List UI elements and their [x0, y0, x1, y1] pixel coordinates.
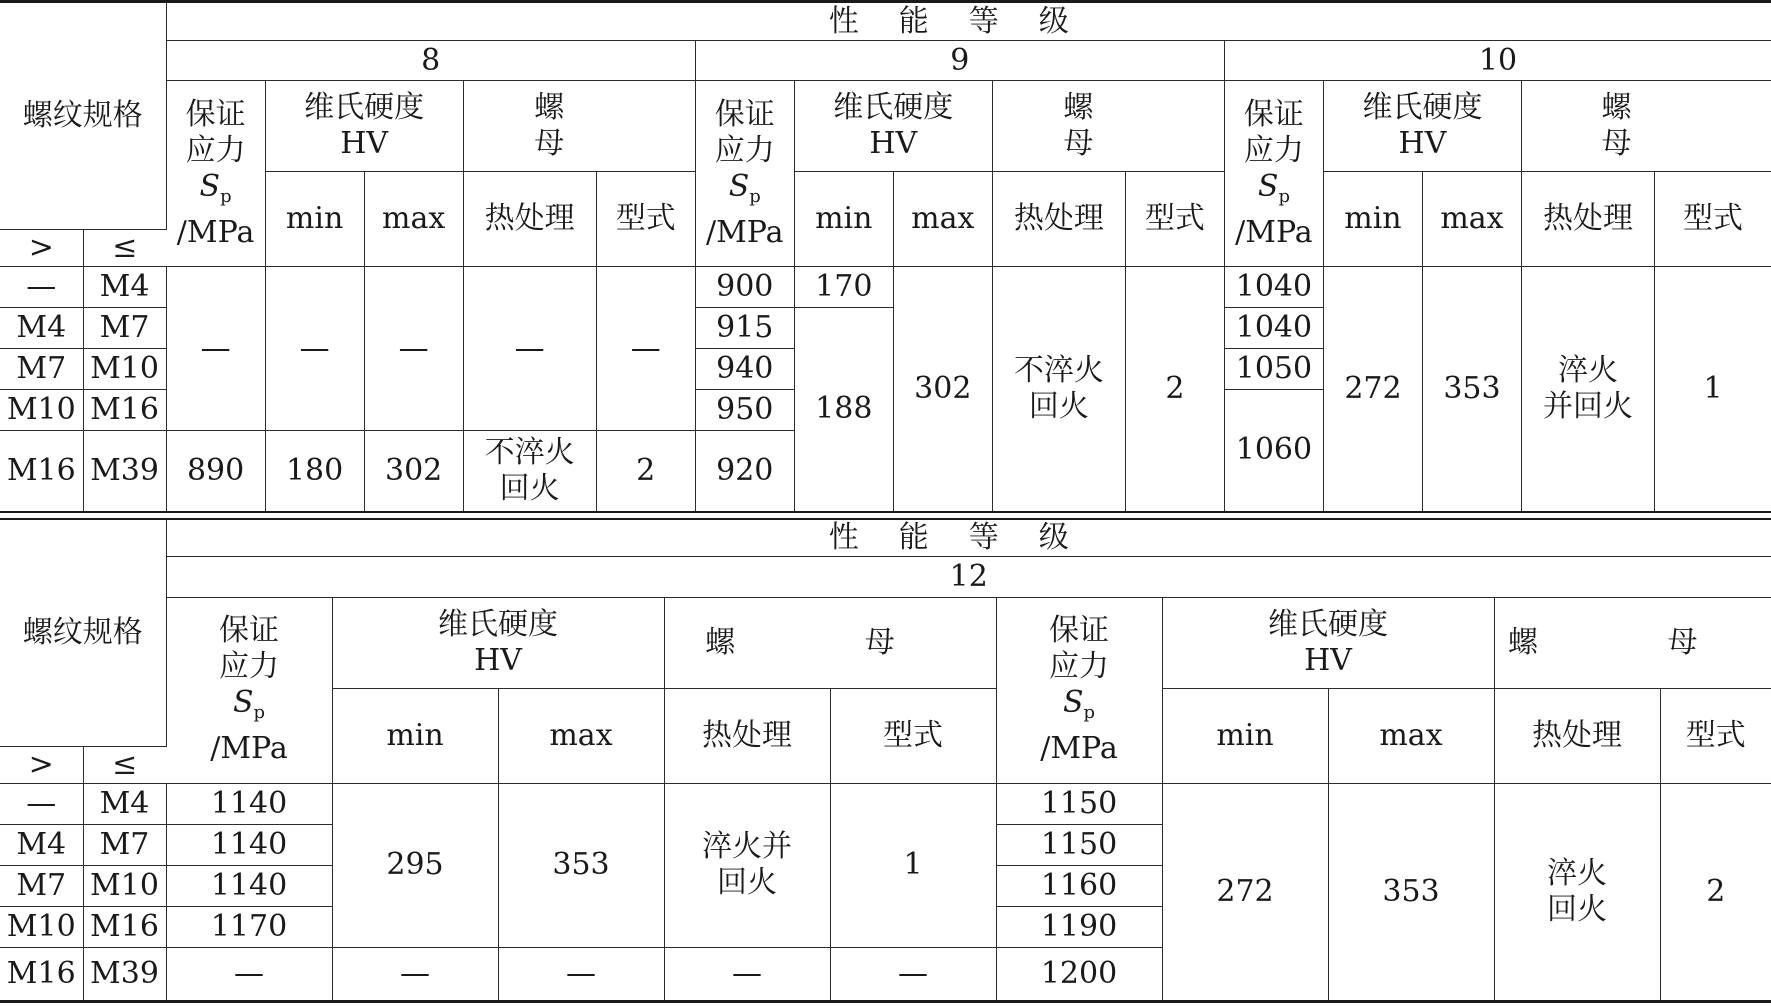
- g9-heat-cell: 不淬火 回火: [992, 267, 1125, 512]
- sp-subscript: p: [1083, 702, 1096, 723]
- a-style-cell: 1: [830, 783, 996, 947]
- g9-sp-cell: 915: [695, 308, 794, 349]
- spec-gt-cell: M4: [0, 824, 83, 865]
- sp-unit: /MPa: [1235, 214, 1313, 250]
- a-heat-cell: 淬火并 回火: [664, 783, 830, 947]
- g9-sp-cell: 940: [695, 349, 794, 390]
- spec-le-cell: M10: [83, 349, 166, 390]
- spec-gt-cell: —: [0, 783, 83, 824]
- spec-le-cell: M39: [83, 431, 166, 512]
- heat-treatment-header: 热处理: [1494, 688, 1660, 783]
- grade-12-header: 12: [166, 556, 1771, 597]
- b-sp-cell: 1160: [996, 865, 1162, 906]
- b-sp-cell: 1150: [996, 783, 1162, 824]
- hv-min-header: min: [1162, 688, 1328, 783]
- a-style-cell: —: [830, 947, 996, 1001]
- nut-header: 螺 母: [463, 81, 695, 172]
- spec-gt-cell: M10: [0, 390, 83, 431]
- table-row: [0, 783, 1771, 824]
- grade-8-header: 8: [166, 41, 695, 81]
- nut-style-header: 型式: [830, 688, 996, 783]
- g8-heat-cell: 不淬火 回火: [463, 431, 596, 512]
- g8-min-cell: 180: [265, 431, 364, 512]
- a-sp-cell: 1140: [166, 824, 332, 865]
- sp-subscript: p: [749, 185, 761, 207]
- spec-le-cell: M16: [83, 390, 166, 431]
- grade-10-header: 10: [1224, 41, 1771, 81]
- less-equal-header: ≤: [83, 746, 166, 783]
- nut-style-header: 型式: [1655, 172, 1771, 267]
- spec-le-cell: M4: [83, 783, 166, 824]
- spec-gt-cell: M7: [0, 349, 83, 390]
- g9-max-cell: 302: [893, 267, 992, 512]
- a-min-cell: —: [332, 947, 498, 1001]
- g10-sp-cell: 1040: [1224, 308, 1323, 349]
- g10-min-cell: 272: [1323, 267, 1422, 512]
- vickers-hardness-header: 维氏硬度 HV: [1323, 81, 1521, 172]
- performance-grade-header: 性能等级: [166, 519, 1771, 557]
- g10-sp-cell: 1040: [1224, 267, 1323, 308]
- spec-le-cell: M39: [83, 947, 166, 1001]
- a-heat-cell: —: [664, 947, 830, 1001]
- grade-9-header: 9: [695, 41, 1224, 81]
- proof-stress-header: [695, 81, 794, 267]
- spec-gt-cell: M16: [0, 947, 83, 1001]
- a-sp-cell: 1170: [166, 906, 332, 947]
- performance-grade-header: 性能等级: [166, 2, 1771, 41]
- hv-max-header: max: [893, 172, 992, 267]
- proof-stress-header: [166, 81, 265, 267]
- spec-le-cell: M16: [83, 906, 166, 947]
- heat-treatment-header: 热处理: [1522, 172, 1655, 267]
- proof-stress-label: 保证 应力: [1049, 613, 1109, 684]
- hv-min-header: min: [332, 688, 498, 783]
- spec-le-cell: M4: [83, 267, 166, 308]
- grade-12-table: [0, 518, 1771, 1003]
- sp-symbol: S: [232, 685, 254, 720]
- sp-unit: /MPa: [705, 214, 784, 250]
- b-min-cell: 272: [1162, 783, 1328, 1001]
- sp-subscript: p: [1278, 185, 1290, 207]
- b-heat-cell: 淬火 回火: [1494, 783, 1660, 1001]
- sp-subscript: p: [253, 702, 266, 723]
- thread-spec-header: 螺纹规格: [0, 519, 166, 747]
- spec-gt-cell: M4: [0, 308, 83, 349]
- heat-treatment-header: 热处理: [664, 688, 830, 783]
- g8-sp-cell: 890: [166, 431, 265, 512]
- g9-sp-cell: 920: [695, 431, 794, 512]
- a-sp-cell: 1140: [166, 783, 332, 824]
- hv-min-header: min: [794, 172, 893, 267]
- g8-style-cell: —: [596, 267, 695, 431]
- spec-le-cell: M7: [83, 308, 166, 349]
- sp-symbol: S: [728, 168, 750, 204]
- greater-than-header: >: [0, 230, 83, 267]
- a-max-cell: —: [498, 947, 664, 1001]
- g8-sp-cell: —: [166, 267, 265, 431]
- proof-stress-label: 保证 应力: [714, 96, 775, 168]
- heat-treatment-header: 热处理: [463, 172, 596, 267]
- g9-sp-cell: 950: [695, 390, 794, 431]
- vickers-hardness-header: 维氏硬度 HV: [265, 81, 463, 172]
- hv-max-header: max: [1422, 172, 1521, 267]
- sp-symbol: S: [199, 168, 221, 204]
- g10-sp-cell: 1050: [1224, 349, 1323, 390]
- spec-gt-cell: M16: [0, 431, 83, 512]
- g9-min-cell: 188: [794, 308, 893, 512]
- hv-min-header: min: [1323, 172, 1422, 267]
- hv-min-header: min: [265, 172, 364, 267]
- proof-stress-header: [1224, 81, 1323, 267]
- sp-subscript: p: [220, 185, 232, 207]
- g10-heat-cell: 淬火 并回火: [1522, 267, 1655, 512]
- spec-le-cell: M10: [83, 865, 166, 906]
- g8-max-cell: —: [364, 267, 463, 431]
- b-sp-cell: 1200: [996, 947, 1162, 1001]
- g10-max-cell: 353: [1422, 267, 1521, 512]
- sp-unit: /MPa: [210, 731, 288, 766]
- g9-min-cell: 170: [794, 267, 893, 308]
- proof-stress-header: [996, 597, 1162, 783]
- vickers-hardness-header: 维氏硬度 HV: [332, 597, 664, 688]
- g9-style-cell: 2: [1125, 267, 1224, 512]
- proof-stress-label: 保证 应力: [219, 613, 279, 684]
- vickers-hardness-header: 维氏硬度 HV: [794, 81, 992, 172]
- proof-stress-label: 保证 应力: [185, 96, 246, 168]
- a-sp-cell: 1140: [166, 865, 332, 906]
- hv-max-header: max: [364, 172, 463, 267]
- proof-stress-header: [166, 597, 332, 783]
- nut-style-header: 型式: [1660, 688, 1771, 783]
- g10-style-cell: 1: [1655, 267, 1771, 512]
- nut-header: 螺 母: [1522, 81, 1771, 172]
- table-row: [0, 267, 1771, 308]
- g9-sp-cell: 900: [695, 267, 794, 308]
- sp-symbol: S: [1257, 168, 1279, 204]
- b-sp-cell: 1190: [996, 906, 1162, 947]
- less-equal-header: ≤: [83, 230, 166, 267]
- thread-spec-header: 螺纹规格: [0, 2, 166, 230]
- spec-gt-cell: M10: [0, 906, 83, 947]
- nut-header: 螺 母: [664, 597, 996, 688]
- nut-header: 螺 母: [1494, 597, 1771, 688]
- b-max-cell: 353: [1328, 783, 1494, 1001]
- hv-max-header: max: [498, 688, 664, 783]
- g8-min-cell: —: [265, 267, 364, 431]
- greater-than-header: >: [0, 746, 83, 783]
- a-min-cell: 295: [332, 783, 498, 947]
- a-sp-cell: —: [166, 947, 332, 1001]
- nut-header: 螺 母: [992, 81, 1224, 172]
- b-sp-cell: 1150: [996, 824, 1162, 865]
- nut-style-header: 型式: [1125, 172, 1224, 267]
- heat-treatment-header: 热处理: [992, 172, 1125, 267]
- g10-sp-cell: 1060: [1224, 390, 1323, 512]
- a-max-cell: 353: [498, 783, 664, 947]
- sp-unit: /MPa: [176, 214, 255, 250]
- g8-max-cell: 302: [364, 431, 463, 512]
- proof-stress-label: 保证 应力: [1243, 96, 1304, 168]
- sp-symbol: S: [1062, 685, 1084, 720]
- hv-max-header: max: [1328, 688, 1494, 783]
- b-style-cell: 2: [1660, 783, 1771, 1001]
- g8-style-cell: 2: [596, 431, 695, 512]
- spec-gt-cell: M7: [0, 865, 83, 906]
- g8-heat-cell: —: [463, 267, 596, 431]
- spec-gt-cell: —: [0, 267, 83, 308]
- vickers-hardness-header: 维氏硬度 HV: [1162, 597, 1494, 688]
- spec-le-cell: M7: [83, 824, 166, 865]
- sp-unit: /MPa: [1040, 731, 1118, 766]
- nut-style-header: 型式: [596, 172, 695, 267]
